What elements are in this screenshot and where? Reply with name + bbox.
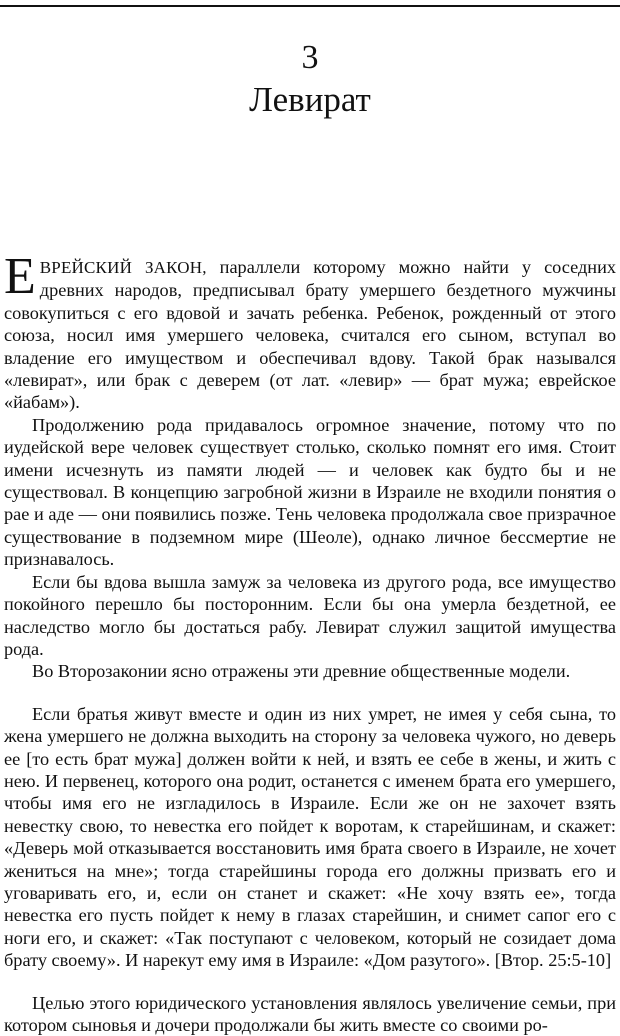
paragraph-3: Если бы вдова вышла замуж за человека из другого рода, все имущество покойного перешло бы посторонним. Если бы она умерла бездетной, ее наследство могло бы достаться рабу. Левират служил защитой имущества рода. — [4, 571, 616, 659]
intro-text: параллели которому можно найти у соседних древних народов, предписывал брату умершего бездетного мужчины совокупиться с его вдовой и зачать ребенка. Ребенок, рожденный от этого союза, носил имя умершего человека, считался его сыном, вступал во владение его имуществом и обеспечивал вдову. Такой брак назывался «левират», или брак с деверем (от лат. «левир» — брат мужа; еврейское «йабам»). — [4, 257, 616, 413]
top-rule — [0, 5, 620, 7]
paragraph-intro — [4, 248, 616, 414]
intro-smallcaps: ВРЕЙСКИЙ ЗАКОН, — [39, 258, 207, 277]
chapter-number: 3 — [301, 39, 319, 76]
drop-cap: Е — [4, 248, 36, 305]
paragraph-5: Целью этого юридического установления являлось увеличение семьи, при котором сыновья и дочери продолжали бы жить вместе со своими ро- — [4, 992, 616, 1035]
chapter-body — [4, 248, 616, 1036]
quote-reference: [Втор. 25:5-10] — [490, 950, 612, 971]
scripture-quote — [4, 703, 616, 972]
quote-text: Если братья живут вместе и один из них умрет, не имея у себя сына, то жена умершего не должна выходить на сторону за человека чужого, но деверь ее [то есть брат мужа] должен войти к ней, и взять ее себе в жены, и жить с нею. И первенец, которого она родит, останется с именем брата его умершего, чтобы имя его не изгладилось в Израиле. Если же он не захочет взять невестку свою, то невестка его пойдет к воротам, к старейшинам, и скажет: «Деверь мой отказывается восстановить имя брата своего в Израиле, не хочет жениться на мне»; тогда старейшины города его должны призвать его и уговаривать его, и, если он станет и скажет: «Не хочу взять ее», тогда невестка его пусть пойдет к нему в глазах старейшин, и снимет сапог его с ноги его, и скажет: «Так поступают с человеком, который не созидает дома брату своему». И нарекут ему имя в Израиле: «Дом разутого». — [4, 703, 616, 971]
paragraph-2: Продолжению рода придавалось огромное значение, потому что по иудейской вере человек существует столько, сколько помнят его имя. Стоит имени исчезнуть из памяти людей — и человек как будто бы и не существовал. В концепцию загробной жизни в Израиле не входили понятия о рае и аде — они появились позже. Тень человека продолжала свое призрачное существование в подземном мире (Шеоле), однако личное бессмертие не признавалось. — [4, 414, 616, 570]
paragraph-4: Во Второзаконии ясно отражены эти древние общественные модели. — [32, 661, 571, 682]
chapter-title: Левират — [249, 80, 371, 119]
